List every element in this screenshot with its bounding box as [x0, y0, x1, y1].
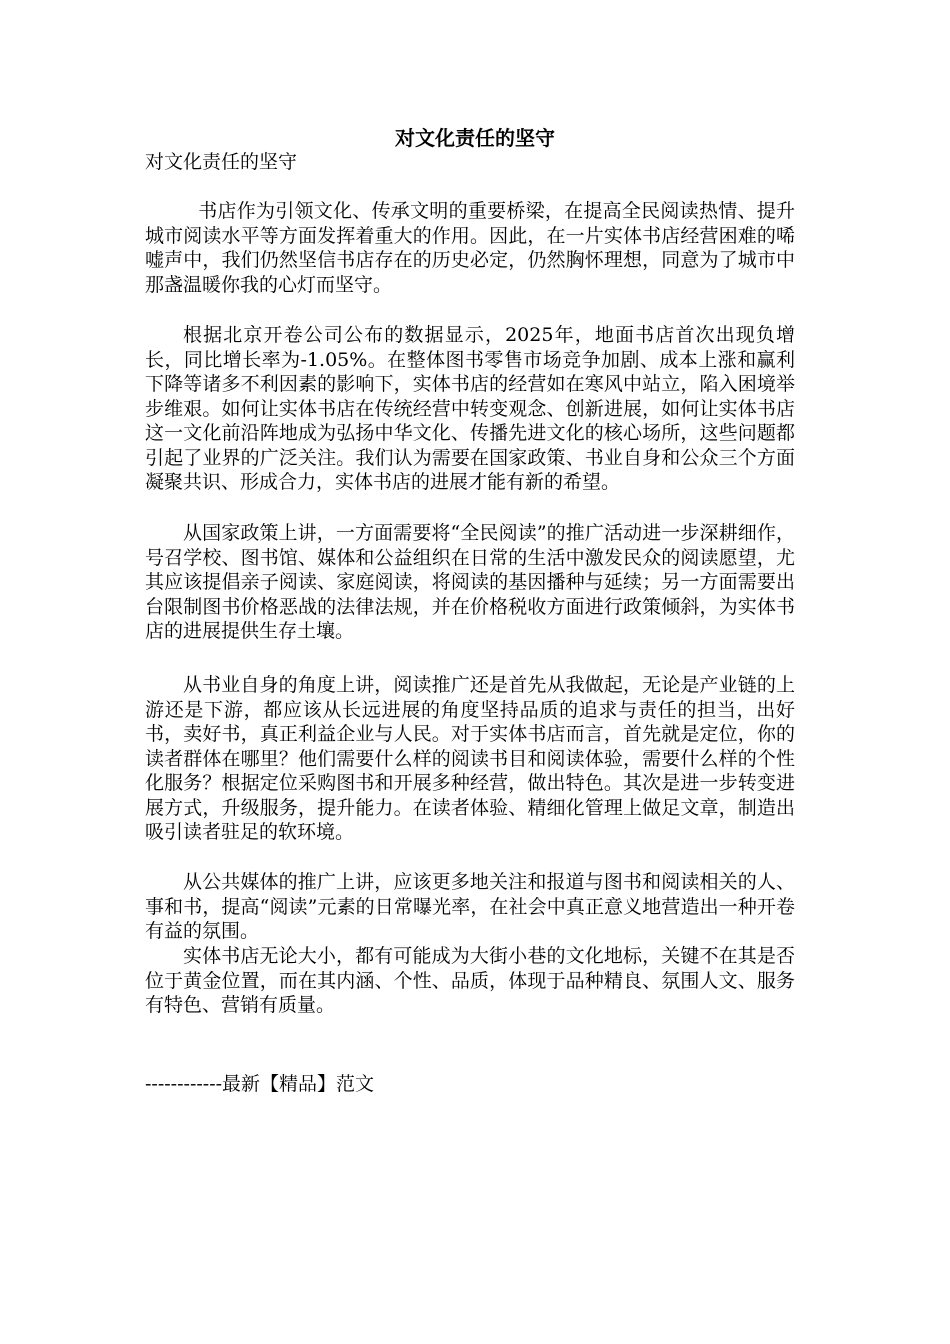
paragraph-public-media: 从公共媒体的推广上讲，应该更多地关注和报道与图书和阅读相关的人、事和书，提高“阅读”元素的日常曝光率，在社会中真正意义地营造出一种开卷有益的氛围。: [145, 871, 795, 942]
paragraph-industry: 从书业自身的角度上讲，阅读推广还是首先从我做起，无论是产业链的上游还是下游，都应该从长远进展的角度坚持品质的追求与责任的担当，出好书，卖好书，真正利益企业与人民。对于实体书店而言，首先就是定位，你的读者群体在哪里？他们需要什么样的阅读书目和阅读体验，需要什么样的个性化服务？根据定位采购图书和开展多种经营，做出特色。其次是进一步转变进展方式，升级服务，提升能力。在读者体验、精细化管理上做足文章，制造出吸引读者驻足的软环境。: [145, 674, 795, 843]
footer-note: ------------最新【精品】范文: [145, 1073, 375, 1095]
document-subtitle: 对文化责任的坚守: [145, 151, 298, 173]
paragraph-market-data: 根据北京开卷公司公布的数据显示，2025年，地面书店首次出现负增长，同比增长率为-1.05%。在整体图书零售市场竞争加剧、成本上涨和赢利下降等诸多不利因素的影响下，实体书店的经营如在寒风中站立，陷入困境举步维艰。如何让实体书店在传统经营中转变观念、创新进展，如何让实体书店这一文化前沿阵地成为弘扬中华文化、传播先进文化的核心场所，这些问题都引起了业界的广泛关注。我们认为需要在国家政策、书业自身和公众三个方面凝聚共识、形成合力，实体书店的进展才能有新的希望。: [145, 324, 795, 493]
document-title: 对文化责任的坚守: [395, 126, 555, 150]
paragraph-intro: 书店作为引领文化、传承文明的重要桥梁，在提高全民阅读热情、提升城市阅读水平等方面发挥着重大的作用。因此，在一片实体书店经营困难的唏嘘声中，我们仍然坚信书店存在的历史必定，仍然胸怀理想，同意为了城市中那盏温暖你我的心灯而坚守。: [145, 200, 795, 296]
paragraph-conclusion: 实体书店无论大小，都有可能成为大街小巷的文化地标，关键不在其是否位于黄金位置，而在其内涵、个性、品质，体现于品种精良、氛围人文、服务有特色、营销有质量。: [145, 945, 795, 1016]
paragraph-national-policy: 从国家政策上讲，一方面需要将“全民阅读”的推广活动进一步深耕细作，号召学校、图书馆、媒体和公益组织在日常的生活中激发民众的阅读愿望，尤其应该提倡亲子阅读、家庭阅读，将阅读的基因播种与延续；另一方面需要出台限制图书价格恶战的法律法规，并在价格税收方面进行政策倾斜，为实体书店的进展提供生存土壤。: [145, 522, 795, 642]
